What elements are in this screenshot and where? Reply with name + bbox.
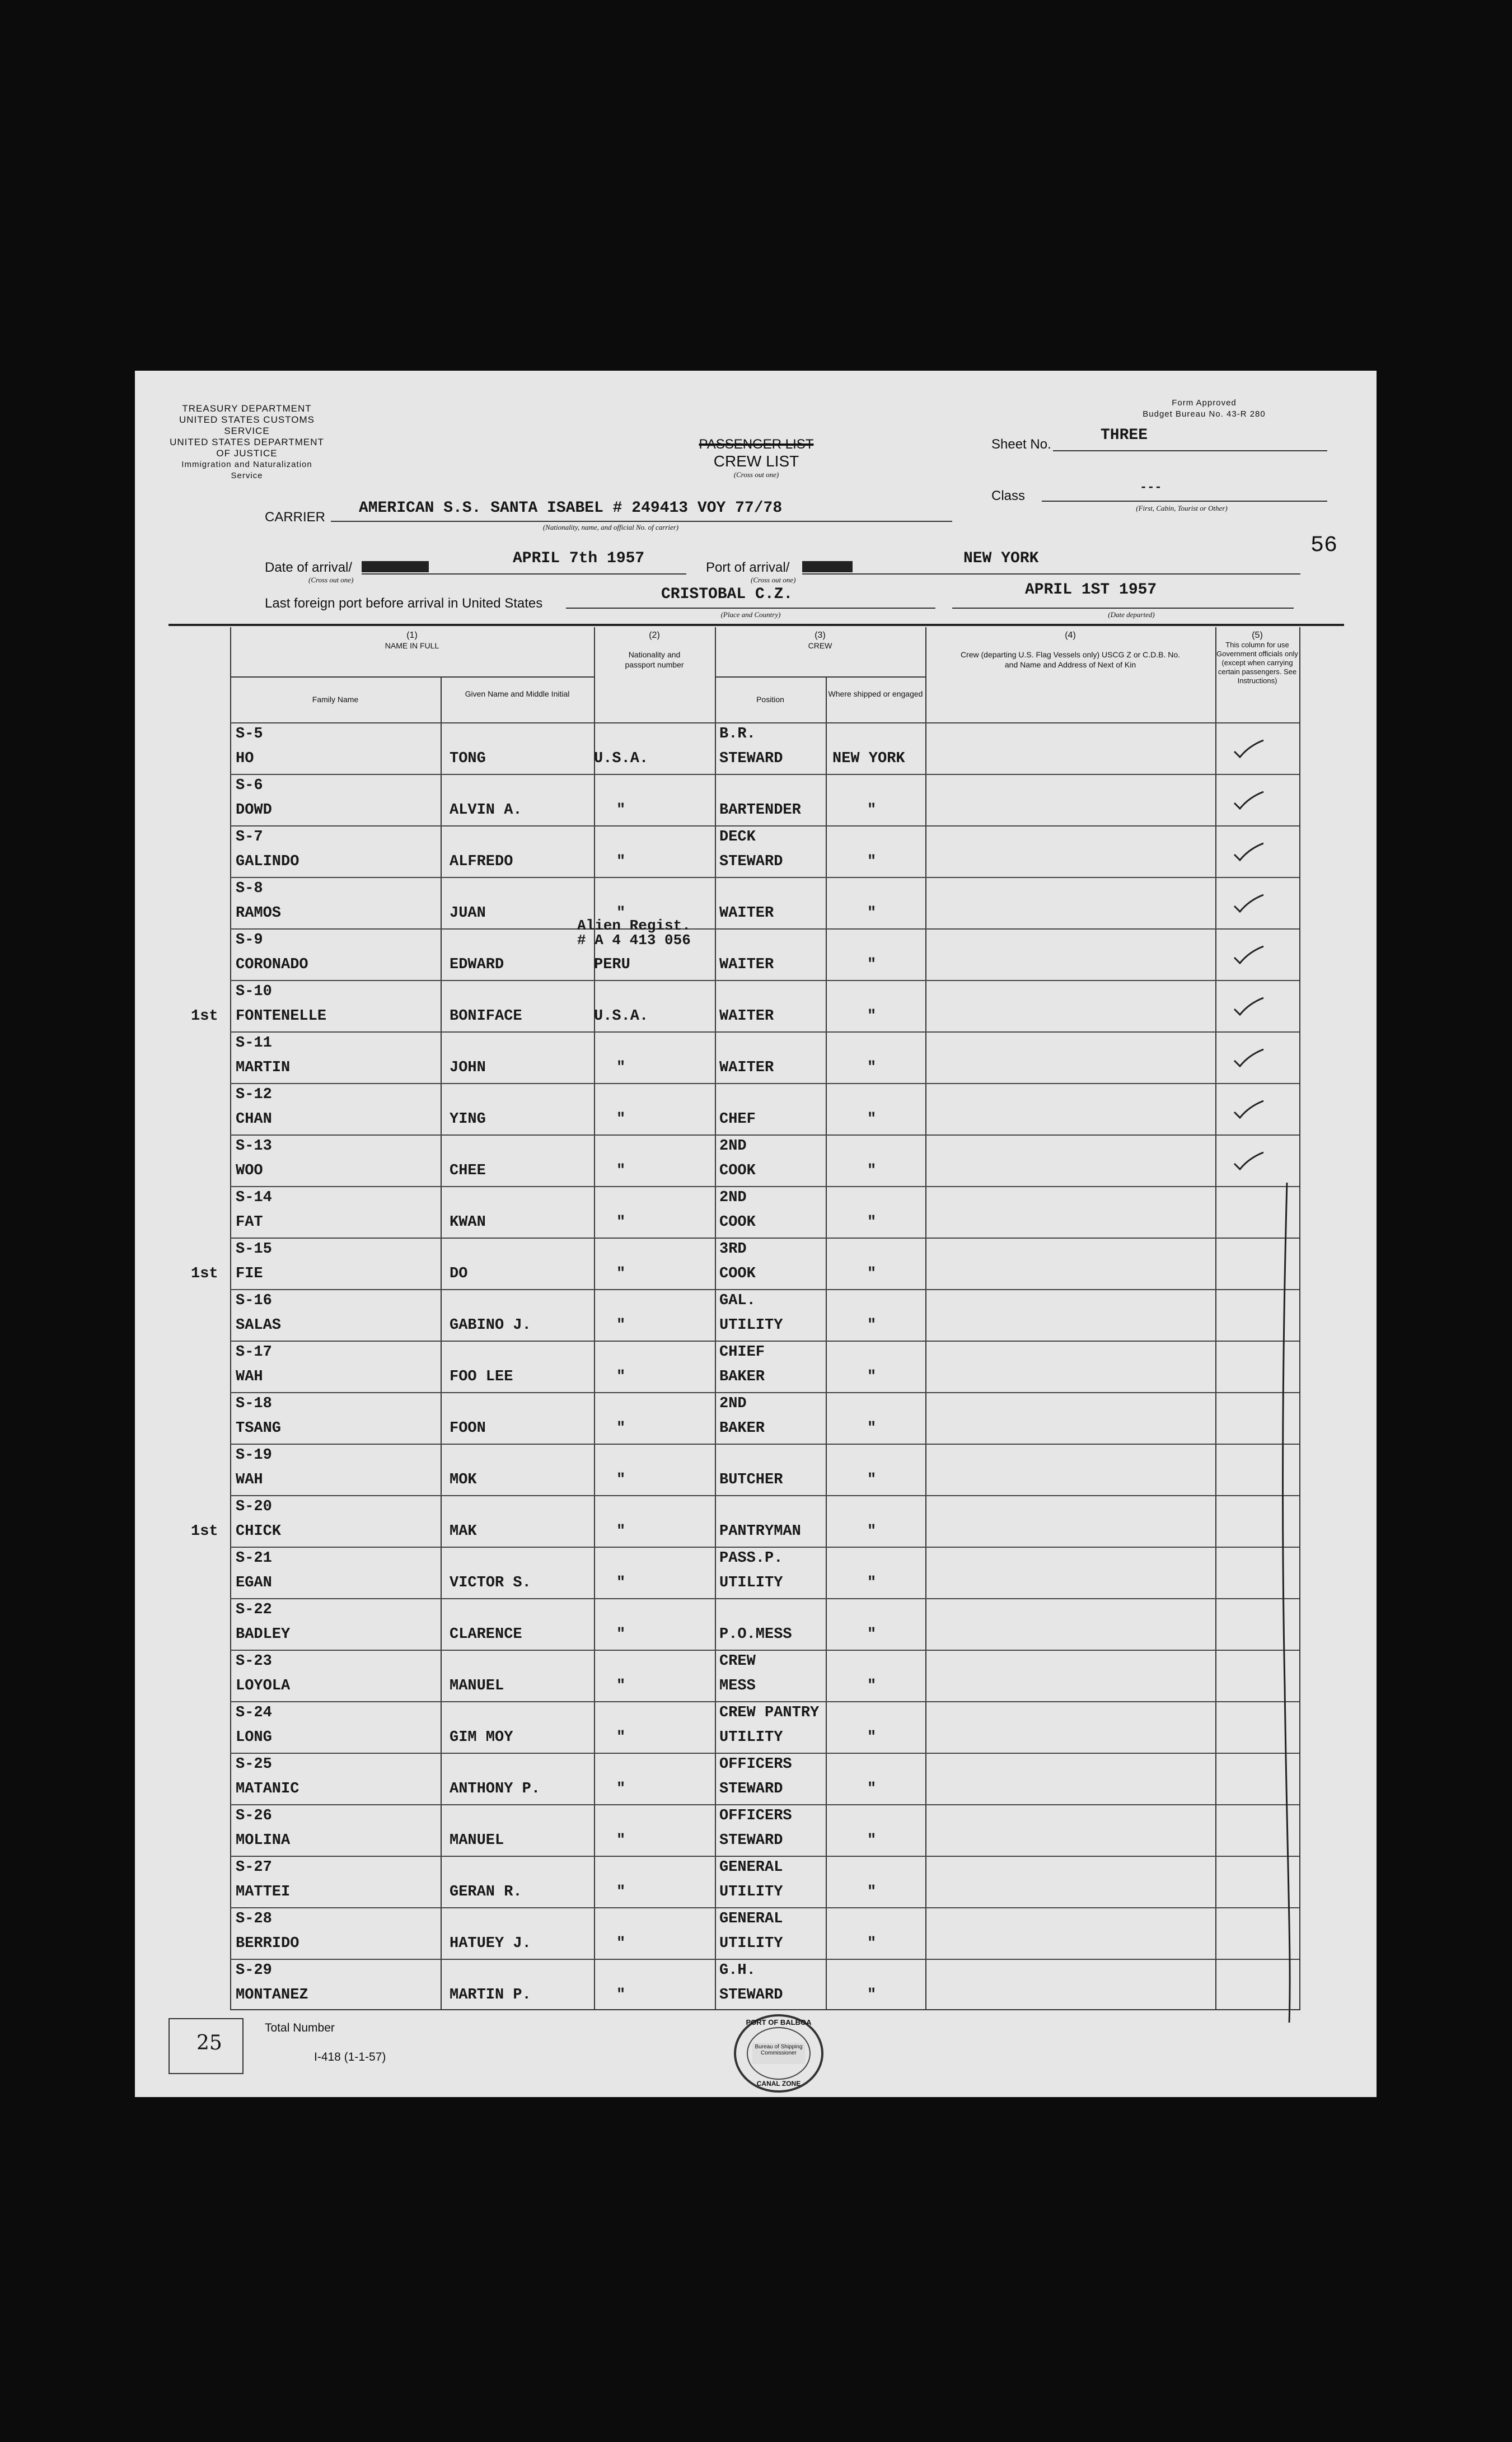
shipped-at: " — [867, 1678, 877, 1694]
nationality: " — [616, 1781, 626, 1797]
given-name: FOO LEE — [450, 1369, 513, 1385]
family-name: WAH — [236, 1369, 263, 1385]
dept-line: TREASURY DEPARTMENT — [182, 403, 312, 414]
given-name: MARTIN P. — [450, 1987, 531, 2004]
position-line-1: GAL. — [719, 1292, 756, 1309]
table-row — [230, 1083, 1299, 1136]
carrier-label: CARRIER — [265, 510, 326, 525]
carrier-line — [331, 521, 952, 522]
col1-title: NAME IN FULL — [385, 641, 439, 650]
position-line-2: WAITER — [719, 1059, 774, 1076]
table-row — [230, 1701, 1299, 1754]
crew-number: S-9 — [236, 932, 263, 949]
department-block — [168, 403, 325, 482]
position-line-2: WAITER — [719, 956, 774, 973]
table-row — [230, 774, 1299, 827]
nationality: PERU — [594, 956, 630, 973]
crew-number: S-25 — [236, 1756, 272, 1773]
table-row — [230, 1031, 1299, 1084]
position-line-2: PANTRYMAN — [719, 1523, 801, 1540]
shipped-at: " — [867, 1059, 877, 1076]
position-line-2: P.O.MESS — [719, 1626, 792, 1643]
shipped-at: " — [867, 1729, 877, 1746]
shipped-at: " — [867, 853, 877, 870]
family-name: GALINDO — [236, 853, 299, 870]
family-name: FAT — [236, 1214, 263, 1231]
col4-header — [925, 631, 1215, 670]
port-stamp — [731, 2011, 826, 2095]
given-name: TONG — [450, 750, 486, 767]
port-line — [802, 573, 1300, 575]
family-name: MOLINA — [236, 1832, 291, 1849]
crew-number: S-20 — [236, 1498, 272, 1515]
crew-number: S-21 — [236, 1550, 272, 1567]
position-line-2: STEWARD — [719, 853, 783, 870]
col3-header — [715, 631, 925, 651]
date-value: APRIL 7th 1957 — [513, 550, 645, 567]
given-name: DO — [450, 1266, 468, 1282]
redaction-mark — [802, 561, 853, 572]
check-mark-icon — [1232, 893, 1266, 918]
position-line-2: BUTCHER — [719, 1472, 783, 1488]
date-cross-note: (Cross out one) — [308, 576, 354, 584]
crew-number: S-10 — [236, 983, 272, 1000]
table-row — [230, 1547, 1299, 1599]
position-line-2: STEWARD — [719, 1832, 783, 1849]
form-approved-line: Form Approved — [1172, 398, 1237, 408]
col2-number: (2) — [649, 631, 660, 640]
margin-note: 1st — [191, 1008, 218, 1025]
col5-number: (5) — [1252, 631, 1263, 640]
col5-title: This column for use Government officials only (except when carrying certain passengers. See Instructions) — [1216, 641, 1298, 685]
family-name: MARTIN — [236, 1059, 291, 1076]
crew-number: S-8 — [236, 880, 263, 897]
family-name: CORONADO — [236, 956, 308, 973]
form-approved-line: Budget Bureau No. 43-R 280 — [1143, 409, 1266, 419]
shipped-at: " — [867, 1162, 877, 1179]
crew-number: S-26 — [236, 1808, 272, 1824]
position-line-2: COOK — [719, 1214, 756, 1231]
dept-line: Immigration and Naturalization Service — [181, 460, 312, 480]
table-row — [230, 1856, 1299, 1908]
position-line-2: WAITER — [719, 1008, 774, 1025]
crew-number: S-19 — [236, 1447, 272, 1464]
position-line-2: STEWARD — [719, 1987, 783, 2004]
given-name: BONIFACE — [450, 1008, 522, 1025]
carrier-value: AMERICAN S.S. SANTA ISABEL # 249413 VOY 77/78 — [359, 499, 783, 517]
sheet-value: THREE — [1101, 427, 1148, 444]
nationality: " — [616, 1523, 626, 1540]
shipped-at: " — [867, 1008, 877, 1025]
list-title-block — [667, 437, 846, 479]
crew-number: S-11 — [236, 1035, 272, 1052]
crew-number: S-27 — [236, 1859, 272, 1876]
col4-title: Crew (departing U.S. Flag Vessels only) USCG Z or C.D.B. No. and Name and Address of Next of Kin — [960, 650, 1181, 669]
check-mark-icon — [1232, 790, 1266, 815]
nationality: " — [616, 1884, 626, 1901]
shipped-at: " — [867, 1987, 877, 2004]
crew-number: S-7 — [236, 829, 263, 846]
date-line — [362, 573, 686, 575]
position-line-1: CREW PANTRY — [719, 1705, 820, 1721]
position-line-1: DECK — [719, 829, 756, 846]
table-row — [191, 1495, 1299, 1548]
last-port-label: Last foreign port before arrival in United States — [265, 596, 543, 611]
nationality: " — [616, 905, 626, 922]
shipped-at: " — [867, 802, 877, 819]
position-line-1: 3RD — [719, 1241, 747, 1258]
dept-line: UNITED STATES DEPARTMENT OF JUSTICE — [170, 437, 324, 459]
last-port-line — [566, 608, 935, 609]
position-line-1: 2ND — [719, 1138, 747, 1155]
nationality: " — [616, 1266, 626, 1282]
position-line-1: 2ND — [719, 1395, 747, 1412]
crew-number: S-29 — [236, 1962, 272, 1979]
family-name: CHAN — [236, 1111, 272, 1128]
position-line-2: UTILITY — [719, 1575, 783, 1591]
dept-line: UNITED STATES CUSTOMS SERVICE — [179, 414, 315, 436]
table-row — [230, 1598, 1299, 1651]
family-name: DOWD — [236, 802, 272, 819]
family-name: HO — [236, 750, 254, 767]
nationality: " — [616, 1832, 626, 1849]
table-row — [230, 1289, 1299, 1342]
nationality: " — [616, 802, 626, 819]
nationality: " — [616, 1214, 626, 1231]
shipped-at: " — [867, 1884, 877, 1901]
check-mark-icon — [1232, 1047, 1266, 1072]
class-label: Class — [991, 488, 1026, 503]
table-row — [230, 1959, 1299, 2011]
crew-number: S-28 — [236, 1911, 272, 1927]
nationality: " — [616, 853, 626, 870]
shipped-at: " — [867, 1472, 877, 1488]
position-line-2: COOK — [719, 1266, 756, 1282]
given-name: GERAN R. — [450, 1884, 522, 1901]
position-line-2: UTILITY — [719, 1729, 783, 1746]
given-name: HATUEY J. — [450, 1935, 531, 1952]
nationality: " — [616, 1420, 626, 1437]
given-name: ANTHONY P. — [450, 1781, 541, 1797]
position-header: Position — [756, 695, 784, 704]
nationality: " — [616, 1935, 626, 1952]
position-line-1: GENERAL — [719, 1859, 783, 1876]
crew-list-title: CREW LIST — [713, 452, 799, 470]
table-row — [191, 1238, 1299, 1290]
table-row — [230, 1341, 1299, 1393]
nationality: " — [616, 1111, 626, 1128]
departed-note: (Date departed) — [1108, 610, 1155, 619]
given-name: MANUEL — [450, 1832, 504, 1849]
given-name: MANUEL — [450, 1678, 504, 1694]
table-top-rule — [168, 624, 1344, 626]
alien-note-line: Alien Regist. — [577, 917, 691, 934]
departed-line — [952, 608, 1294, 609]
nationality: " — [616, 1317, 626, 1334]
position-line-2: WAITER — [719, 905, 774, 922]
position-line-2: COOK — [719, 1162, 756, 1179]
shipped-at: " — [867, 1781, 877, 1797]
family-name: BERRIDO — [236, 1935, 299, 1952]
check-mark-icon — [1232, 738, 1266, 763]
position-line-1: CREW — [719, 1653, 756, 1670]
crew-list-document — [135, 371, 1377, 2097]
family-name: FONTENELLE — [236, 1008, 327, 1025]
shipped-at: NEW YORK — [832, 750, 905, 767]
table-row — [230, 1444, 1299, 1496]
crew-number: S-6 — [236, 777, 263, 794]
crew-number: S-23 — [236, 1653, 272, 1670]
family-name: EGAN — [236, 1575, 272, 1591]
shipped-at: " — [867, 1935, 877, 1952]
position-line-1: 2ND — [719, 1189, 747, 1206]
table-row — [230, 1753, 1299, 1805]
nationality: " — [616, 1987, 626, 2004]
given-name: VICTOR S. — [450, 1575, 531, 1591]
given-name: MOK — [450, 1472, 477, 1488]
date-label: Date of arrival/ — [265, 560, 353, 575]
given-name: EDWARD — [450, 956, 504, 973]
given-name: GIM MOY — [450, 1729, 513, 1746]
nationality: " — [616, 1678, 626, 1694]
family-name: FIE — [236, 1266, 263, 1282]
position-line-1: CHIEF — [719, 1344, 765, 1361]
last-port-note: (Place and Country) — [720, 610, 781, 619]
port-value: NEW YORK — [963, 550, 1039, 567]
shipped-at: " — [867, 1214, 877, 1231]
family-name: TSANG — [236, 1420, 282, 1437]
form-code: I-418 (1-1-57) — [314, 2051, 386, 2063]
nationality: U.S.A. — [594, 1008, 649, 1025]
shipped-at: " — [867, 1832, 877, 1849]
crew-number: S-12 — [236, 1086, 272, 1103]
sheet-line — [1053, 450, 1327, 451]
margin-note: 1st — [191, 1266, 218, 1282]
given-name: CHEE — [450, 1162, 486, 1179]
position-line-1: G.H. — [719, 1962, 756, 1979]
family-name-header: Family Name — [312, 695, 359, 704]
class-line — [1042, 501, 1327, 502]
crew-number: S-16 — [236, 1292, 272, 1309]
position-line-2: BAKER — [719, 1420, 765, 1437]
given-name: JOHN — [450, 1059, 486, 1076]
nationality: " — [616, 1575, 626, 1591]
position-line-1: GENERAL — [719, 1911, 783, 1927]
col2-header — [594, 631, 715, 670]
crew-number: S-5 — [236, 726, 263, 743]
given-name: FOON — [450, 1420, 486, 1437]
nationality: " — [616, 1472, 626, 1488]
nationality: U.S.A. — [594, 750, 649, 767]
crew-number: S-15 — [236, 1241, 272, 1258]
total-count: 25 — [196, 2032, 222, 2055]
table-row — [230, 1650, 1299, 1702]
total-label: Total Number — [265, 2021, 335, 2034]
family-name: WAH — [236, 1472, 263, 1488]
check-mark-icon — [1232, 841, 1266, 866]
shipped-header: Where shipped or engaged — [828, 689, 923, 698]
nationality: " — [616, 1059, 626, 1076]
col3-number: (3) — [814, 631, 826, 640]
given-name: ALFREDO — [450, 853, 513, 870]
col5-header — [1215, 631, 1299, 685]
position-line-2: CHEF — [719, 1111, 756, 1128]
col1-number: (1) — [406, 631, 418, 640]
shipped-at: " — [867, 1523, 877, 1540]
position-line-2: BARTENDER — [719, 802, 801, 819]
position-line-2: UTILITY — [719, 1317, 783, 1334]
departed-value: APRIL 1ST 1957 — [1025, 581, 1157, 599]
crew-number: S-13 — [236, 1138, 272, 1155]
last-port-value: CRISTOBAL C.Z. — [661, 586, 793, 603]
stamp-bottom-text: CANAL ZONE — [756, 2080, 801, 2088]
check-mark-icon — [1232, 944, 1266, 969]
given-name: JUAN — [450, 905, 486, 922]
family-name: MONTANEZ — [236, 1987, 308, 2004]
given-name: MAK — [450, 1523, 477, 1540]
family-name: SALAS — [236, 1317, 282, 1334]
position-line-2: UTILITY — [719, 1884, 783, 1901]
stamp-top-text: PORT OF BALBOA — [746, 2018, 812, 2027]
position-line-2: MESS — [719, 1678, 756, 1694]
total-box — [168, 2018, 244, 2074]
col2-title: Nationality and passport number — [625, 650, 684, 669]
crew-number: S-18 — [236, 1395, 272, 1412]
table-row — [191, 980, 1299, 1033]
nationality: " — [616, 1626, 626, 1643]
family-name: MATANIC — [236, 1781, 299, 1797]
family-name: BADLEY — [236, 1626, 291, 1643]
shipped-at: " — [867, 1369, 877, 1385]
check-mark-icon — [1232, 996, 1266, 1021]
given-name-header: Given Name and Middle Initial — [465, 689, 570, 698]
position-line-2: UTILITY — [719, 1935, 783, 1952]
nationality: " — [616, 1162, 626, 1179]
shipped-at: " — [867, 1317, 877, 1334]
family-name: CHICK — [236, 1523, 282, 1540]
check-mark-icon — [1232, 1150, 1266, 1175]
col3-title: CREW — [808, 641, 832, 650]
given-name: GABINO J. — [450, 1317, 531, 1334]
class-note: (First, Cabin, Tourist or Other) — [1136, 504, 1228, 512]
subheader-rule — [715, 676, 925, 678]
pen-stroke-line — [1277, 1183, 1299, 2023]
table-row — [230, 722, 1299, 775]
position-line-2: STEWARD — [719, 750, 783, 767]
position-line-1: OFFICERS — [719, 1808, 792, 1824]
family-name: LOYOLA — [236, 1678, 291, 1694]
position-line-2: BAKER — [719, 1369, 765, 1385]
crew-number: S-14 — [236, 1189, 272, 1206]
given-name: CLARENCE — [450, 1626, 522, 1643]
shipped-at: " — [867, 1266, 877, 1282]
sheet-label: Sheet No. — [991, 437, 1051, 452]
family-name: WOO — [236, 1162, 263, 1179]
form-approved — [1131, 398, 1277, 420]
class-value: --- — [1140, 480, 1162, 494]
position-line-2: STEWARD — [719, 1781, 783, 1797]
given-name: KWAN — [450, 1214, 486, 1231]
family-name: LONG — [236, 1729, 272, 1746]
table-row — [230, 825, 1299, 878]
table-row — [230, 1907, 1299, 1960]
crew-number: S-17 — [236, 1344, 272, 1361]
position-line-1: PASS.P. — [719, 1550, 783, 1567]
shipped-at: " — [867, 1575, 877, 1591]
alien-note-line: # A 4 413 056 — [577, 932, 691, 949]
col1-header — [230, 631, 594, 651]
given-name: YING — [450, 1111, 486, 1128]
given-name: ALVIN A. — [450, 802, 522, 819]
crew-number: S-24 — [236, 1705, 272, 1721]
port-cross-note: (Cross out one) — [751, 576, 796, 584]
cross-out-note: (Cross out one) — [733, 470, 779, 479]
table-row — [230, 1392, 1299, 1445]
crew-number: S-22 — [236, 1601, 272, 1618]
alien-registration-note — [577, 918, 691, 947]
family-name: MATTEI — [236, 1884, 291, 1901]
table-row — [230, 1186, 1299, 1239]
shipped-at: " — [867, 956, 877, 973]
shipped-at: " — [867, 1111, 877, 1128]
carrier-note: (Nationality, name, and official No. of carrier) — [542, 523, 679, 531]
shipped-at: " — [867, 905, 877, 922]
table-row — [230, 928, 1299, 981]
nationality: " — [616, 1369, 626, 1385]
redaction-mark — [362, 561, 429, 572]
subheader-rule — [230, 676, 594, 678]
position-line-1: B.R. — [719, 726, 756, 743]
margin-note: 1st — [191, 1523, 218, 1540]
stamp-center-text: Bureau of Shipping Commissioner — [755, 2044, 803, 2056]
nationality: " — [616, 1729, 626, 1746]
family-name: RAMOS — [236, 905, 282, 922]
port-label: Port of arrival/ — [706, 560, 790, 575]
shipped-at: " — [867, 1626, 877, 1643]
col-divider — [1299, 627, 1300, 2010]
check-mark-icon — [1232, 1099, 1266, 1124]
table-bottom-rule — [230, 2009, 1299, 2010]
position-line-1: OFFICERS — [719, 1756, 792, 1773]
shipped-at: " — [867, 1420, 877, 1437]
passenger-list-struck: PASSENGER LIST — [699, 437, 814, 452]
table-row — [230, 1134, 1299, 1187]
table-row — [230, 1804, 1299, 1857]
col4-number: (4) — [1065, 631, 1076, 640]
table-row — [230, 877, 1299, 930]
page-number: 56 — [1310, 533, 1338, 558]
